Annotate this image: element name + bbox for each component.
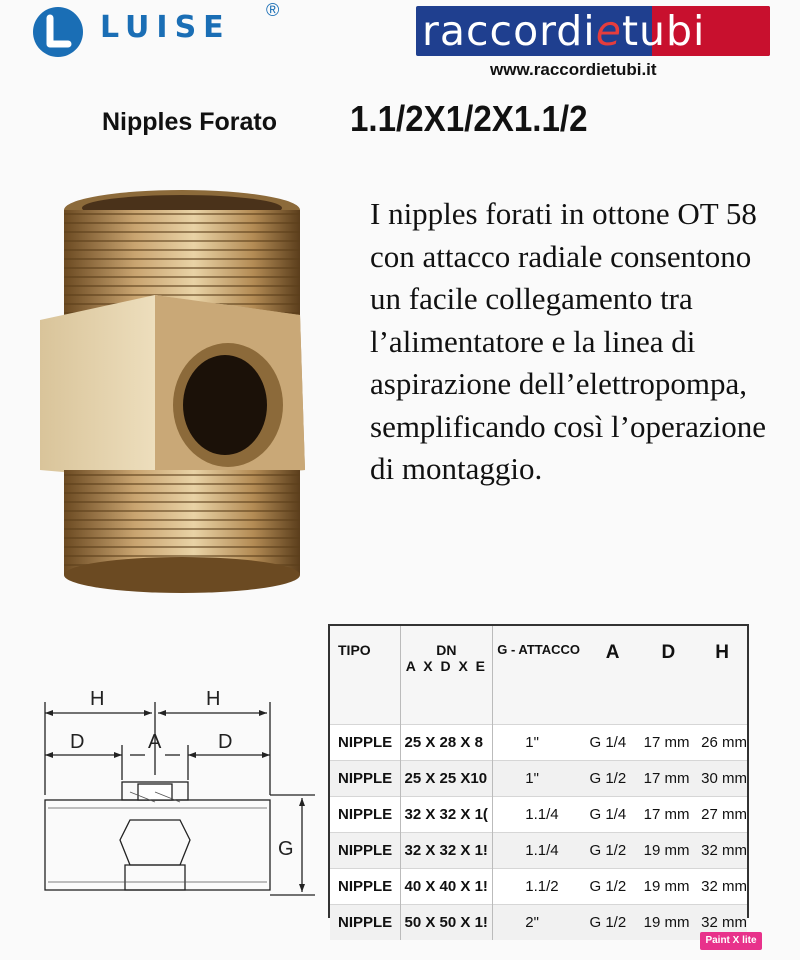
cell-dn: 25 X 28 X 8 [400,725,493,761]
header-d: D [640,626,698,725]
label-d-left: D [70,731,85,753]
product-code: 1.1/2X1/2X1.1/2 [350,98,588,139]
cell-dn: 25 X 25 X10 [400,761,493,797]
label-h-right: H [206,688,221,710]
logo-part-e: e [595,7,622,55]
table-row [330,797,747,833]
registered-mark: ® [266,0,280,20]
cell-d: 17 mm [640,761,698,797]
header-dn-line1: DN [436,642,457,658]
cell-attacco: 1.1/4 [493,797,586,833]
cell-dn: 50 X 50 X 1! [400,905,493,941]
cell-attacco: 1.1/4 [493,833,586,869]
cell-h: 30 mm [697,761,747,797]
cell-h: 26 mm [697,725,747,761]
cell-d: 19 mm [640,833,698,869]
cell-d: 17 mm [640,797,698,833]
header-attacco: G - ATTACCO [493,626,586,725]
technical-drawing [30,680,330,920]
table-row [330,725,747,761]
cell-tipo: NIPPLE [330,869,400,905]
cell-tipo: NIPPLE [330,797,400,833]
label-g: G [278,838,294,860]
raccordietubi-logo-text [422,6,705,56]
product-photo [35,180,325,600]
cell-d: 19 mm [640,905,698,941]
paint-x-lite-watermark: Paint X lite [700,932,762,950]
label-h-left: H [90,688,105,710]
cell-d: 17 mm [640,725,698,761]
cell-h: 32 mm [697,869,747,905]
raccordietubi-logo [416,6,770,56]
logo-part-tubi: tubi [621,7,706,55]
cell-tipo: NIPPLE [330,905,400,941]
cell-tipo: NIPPLE [330,761,400,797]
website-url[interactable]: www.raccordietubi.it [490,60,657,79]
cell-h: 27 mm [697,797,747,833]
cell-a: G 1/2 [586,869,640,905]
cell-a: G 1/4 [586,797,640,833]
header-dn-line2: A X D X E [405,658,488,674]
cell-a: G 1/2 [586,761,640,797]
table-row [330,905,747,941]
table-row [330,869,747,905]
cell-a: G 1/2 [586,833,640,869]
cell-dn: 40 X 40 X 1! [400,869,493,905]
luise-logo-text: LUISE [100,10,231,45]
label-d-right: D [218,731,233,753]
logo-part-raccordi: raccordi [422,7,596,55]
cell-a: G 1/2 [586,905,640,941]
cell-d: 19 mm [640,869,698,905]
label-a: A [148,731,162,753]
cell-attacco: 1" [493,725,586,761]
header-dn [400,626,493,725]
product-title-label: Nipples Forato [102,108,278,136]
spec-table-body [330,725,747,941]
product-description: I nipples forati in ottone OT 58 con attacco radiale consentono un facile collegamento tra l’alimentatore e la linea di aspirazione dell’elettropompa, semplificando così l’operazione di montaggio. [370,196,766,486]
table-row [330,761,747,797]
table-row [330,833,747,869]
cell-tipo: NIPPLE [330,833,400,869]
cell-attacco: 1.1/2 [493,869,586,905]
cell-dn: 32 X 32 X 1! [400,833,493,869]
header-a: A [586,626,640,725]
cell-attacco: 1" [493,761,586,797]
cell-h: 32 mm [697,833,747,869]
header-h: H [697,626,747,725]
cell-dn: 32 X 32 X 1( [400,797,493,833]
table-header-row [330,626,747,725]
spec-table [328,624,749,931]
cell-h: 32 mm [697,905,747,941]
cell-attacco: 2" [493,905,586,941]
cell-a: G 1/4 [586,725,640,761]
cell-tipo: NIPPLE [330,725,400,761]
header-tipo: TIPO [330,626,400,725]
